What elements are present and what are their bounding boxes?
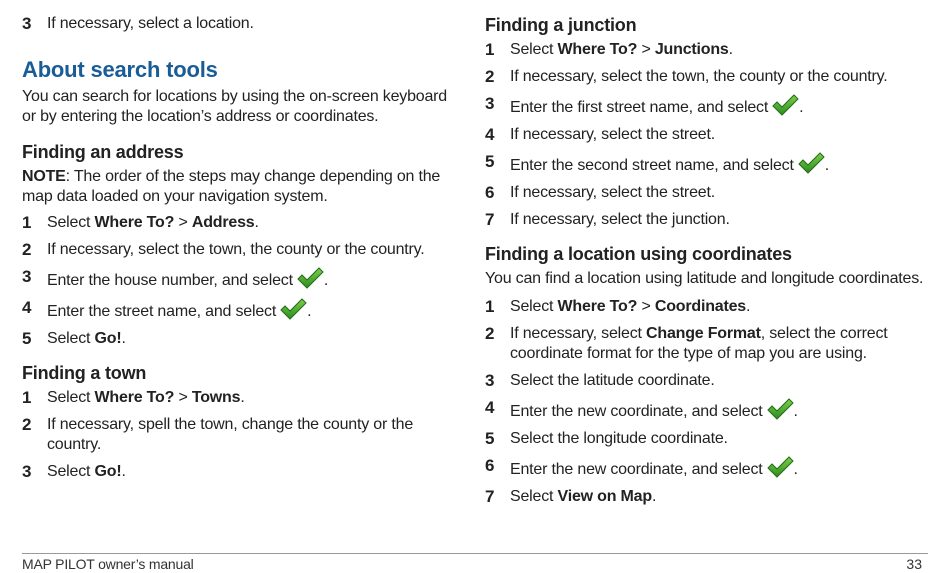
menu-separator: > [174, 214, 192, 231]
menu-address: Address [191, 214, 255, 231]
step-text [510, 94, 930, 118]
note-label: NOTE [22, 168, 66, 185]
menu-go: Go! [94, 463, 122, 480]
coords-step-7 [485, 487, 930, 507]
menu-towns: Towns [191, 389, 241, 406]
step-number: 2 [22, 415, 32, 434]
step-text: If necessary, select the town, the county or the country. [510, 68, 888, 85]
step-text-post: . [121, 330, 126, 347]
checkmark-icon [771, 94, 799, 116]
menu-separator: > [637, 41, 655, 58]
step-text: If necessary, select the street. [510, 126, 715, 143]
about-description: You can search for locations by using the on-screen keyboard or by entering the location’s address or coordinates. [22, 88, 448, 125]
menu-where-to: Where To? [557, 41, 638, 58]
step-number: 4 [485, 125, 495, 144]
step-text-main: Enter the first street name, and select [510, 99, 769, 116]
step-text-post: . [240, 389, 245, 406]
step-text [47, 329, 452, 349]
address-step-1 [22, 213, 452, 233]
step-number: 5 [22, 329, 32, 348]
step-text-main: Enter the new coordinate, and select [510, 461, 763, 478]
coords-step-1 [485, 297, 930, 317]
step-number: 3 [485, 371, 495, 390]
menu-change-format: Change Format [646, 325, 761, 342]
right-column [485, 14, 930, 514]
step-text-post: . [121, 463, 126, 480]
checkmark-icon [766, 456, 794, 478]
junction-step-6 [485, 183, 930, 203]
step-number: 5 [485, 152, 495, 171]
step-text-post: . [824, 157, 829, 174]
coords-step-3 [485, 371, 930, 391]
junction-step-1 [485, 40, 930, 60]
step-number: 4 [485, 398, 495, 417]
step-text [510, 297, 930, 317]
step-text-main: Enter the street name, and select [47, 303, 277, 320]
coords-step-2 [485, 324, 930, 364]
menu-view-on-map: View on Map [557, 488, 652, 505]
coords-step-4 [485, 398, 930, 422]
step-text [47, 462, 452, 482]
step-text [510, 456, 930, 480]
step-number: 7 [485, 210, 495, 229]
menu-where-to: Where To? [557, 298, 638, 315]
heading-finding-address: Finding an address [22, 142, 184, 162]
step-text [510, 487, 930, 507]
footer-page-number: 33 [906, 556, 922, 572]
step-text [47, 213, 452, 233]
step-text [510, 398, 930, 422]
step-text: Select the longitude coordinate. [510, 430, 728, 447]
step-text-post: . [254, 214, 259, 231]
step-text-post: . [799, 99, 804, 116]
step-text-pre: Select [510, 298, 558, 315]
step-text-pre: Select [47, 389, 95, 406]
junction-step-4 [485, 125, 930, 145]
menu-junctions: Junctions [654, 41, 729, 58]
step-text-pre: Select [47, 330, 95, 347]
address-step-4 [22, 298, 452, 322]
step-text-pre: Select [47, 214, 95, 231]
address-step-2 [22, 240, 452, 260]
heading-finding-junction: Finding a junction [485, 15, 637, 35]
heading-finding-coordinates: Finding a location using coordinates [485, 244, 792, 264]
step-text [510, 324, 930, 364]
menu-where-to: Where To? [94, 214, 175, 231]
junction-step-2 [485, 67, 930, 87]
junction-step-3 [485, 94, 930, 118]
step-number: 2 [22, 240, 32, 259]
step-number: 5 [485, 429, 495, 448]
step-text: If necessary, spell the town, change the county or the country. [47, 416, 414, 453]
step-text: If necessary, select the junction. [510, 211, 730, 228]
step-text [47, 388, 452, 408]
heading-finding-town: Finding a town [22, 363, 147, 383]
step-number: 6 [485, 456, 495, 475]
step-text-main: Enter the house number, and select [47, 272, 293, 289]
checkmark-icon [797, 152, 825, 174]
step-text-pre: If necessary, select [510, 325, 647, 342]
step-number: 1 [485, 297, 495, 316]
town-step-2 [22, 415, 452, 455]
step-text-post: . [307, 303, 312, 320]
step-text [510, 40, 930, 60]
step-number: 3 [485, 94, 495, 113]
step-text [47, 298, 452, 322]
step-number: 2 [485, 324, 495, 343]
junction-step-5 [485, 152, 930, 176]
step-text: If necessary, select a location. [47, 15, 254, 32]
note-paragraph [22, 167, 452, 207]
step-text-pre: Select [510, 41, 558, 58]
menu-go: Go! [94, 330, 122, 347]
step-number: 3 [22, 267, 32, 286]
step-text-pre: Select [510, 488, 558, 505]
menu-separator: > [174, 389, 192, 406]
step-text [47, 267, 452, 291]
step-text-post: . [651, 488, 657, 505]
step-number: 7 [485, 487, 495, 506]
step-text-post: . [323, 272, 329, 289]
step-text-post: . [793, 403, 798, 420]
address-step-3 [22, 267, 452, 291]
address-step-5 [22, 329, 452, 349]
step-select-location [22, 14, 452, 34]
coords-step-6 [485, 456, 930, 480]
junction-step-7 [485, 210, 930, 230]
step-number: 6 [485, 183, 495, 202]
step-number: 4 [22, 298, 32, 317]
step-text: If necessary, select the street. [510, 184, 715, 201]
checkmark-icon [296, 267, 324, 289]
step-text-post: . [728, 41, 733, 58]
step-number: 1 [485, 40, 495, 59]
step-text-post: , select the correct coordinate format for the type of map you are using. [510, 325, 888, 362]
menu-coordinates: Coordinates [654, 298, 746, 315]
step-text-main: Enter the new coordinate, and select [510, 403, 763, 420]
note-text: : The order of the steps may change depending on the map data loaded on your navigation system. [22, 168, 441, 205]
step-text: Select the latitude coordinate. [510, 372, 715, 389]
town-step-3 [22, 462, 452, 482]
menu-where-to: Where To? [94, 389, 175, 406]
step-text: If necessary, select the town, the county or the country. [47, 241, 425, 258]
step-text-post: . [746, 298, 751, 315]
checkmark-icon [766, 398, 794, 420]
town-step-1 [22, 388, 452, 408]
step-text [510, 152, 930, 176]
coords-step-5 [485, 429, 930, 449]
step-number: 3 [22, 462, 32, 481]
step-number: 2 [485, 67, 495, 86]
checkmark-icon [279, 298, 307, 320]
footer-manual-title: MAP PILOT owner’s manual [22, 556, 194, 572]
step-text-main: Enter the second street name, and select [510, 157, 794, 174]
step-text-pre: Select [47, 463, 95, 480]
menu-separator: > [637, 298, 655, 315]
section-title-about-search-tools: About search tools [22, 57, 218, 82]
left-column [22, 14, 452, 489]
step-number: 3 [22, 14, 32, 33]
step-number: 1 [22, 388, 32, 407]
footer-divider [22, 553, 928, 554]
step-number: 1 [22, 213, 32, 232]
step-text-post: . [793, 461, 798, 478]
coordinates-description: You can find a location using latitude and longitude coordinates. [485, 270, 924, 287]
